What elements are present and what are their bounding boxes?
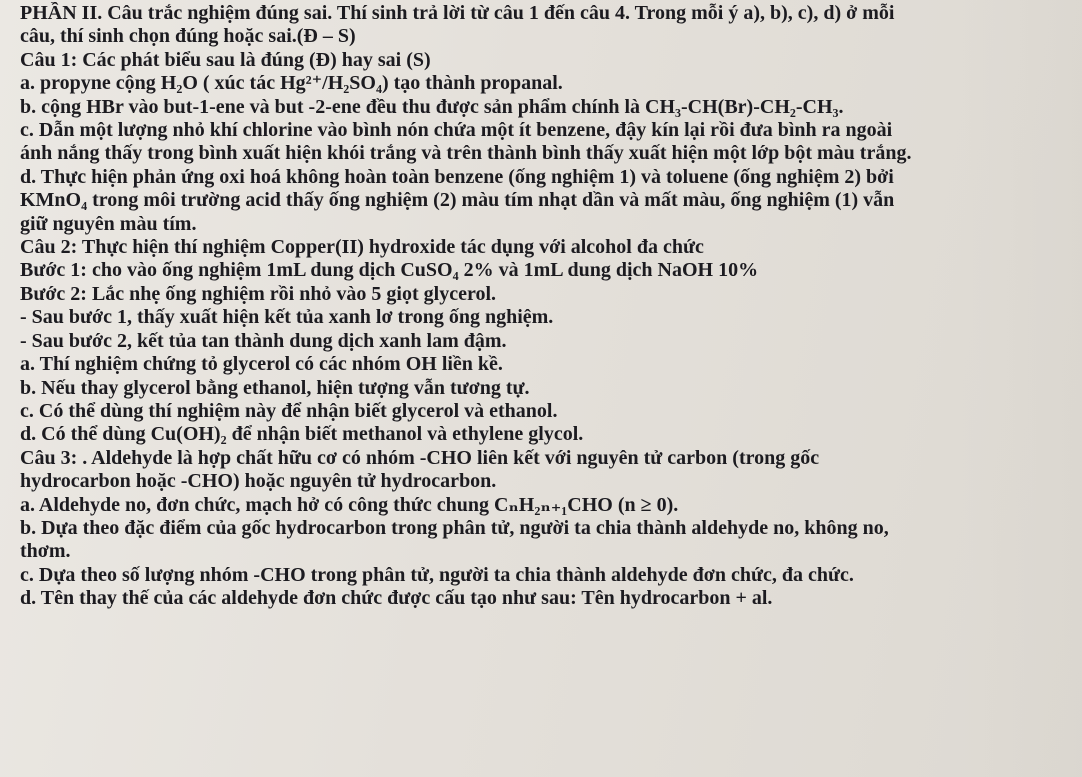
text-line-21: hydrocarbon hoặc -CHO) hoặc nguyên tử hydrocarbon. <box>20 470 497 493</box>
text-line-25: c. Dựa theo số lượng nhóm -CHO trong phân tử, người ta chia thành aldehyde đơn chức, đa chức. <box>20 563 854 586</box>
text-line-24: thơm. <box>20 540 71 563</box>
text-line-2: câu, thí sinh chọn đúng hoặc sai.(Đ – S) <box>20 25 356 48</box>
text-line-7: ánh nắng thấy trong bình xuất hiện khói trắng và trên thành bình thấy xuất hiện một lớp bột màu trắng. <box>20 142 912 165</box>
text-line-1: PHẦN II. Câu trắc nghiệm đúng sai. Thí sinh trả lời từ câu 1 đến câu 4. Trong mỗi ý a), b), c), d) ở mỗi <box>20 2 895 24</box>
text-line-6: c. Dẫn một lượng nhỏ khí chlorine vào bình nón chứa một ít benzene, đậy kín lại rồi đưa bình ra ngoài <box>20 119 893 142</box>
text-line-26: d. Tên thay thế của các aldehyde đơn chức được cấu tạo như sau: Tên hydrocarbon + al. <box>20 587 773 610</box>
text-line-23: b. Dựa theo đặc điểm của gốc hydrocarbon trong phân tử, người ta chia thành aldehyde no, không no, <box>20 516 889 539</box>
text-line-20: Câu 3: . Aldehyde là hợp chất hữu cơ có nhóm -CHO liên kết với nguyên tử carbon (trong gốc <box>20 446 820 469</box>
text-line-4: a. propyne cộng H₂O ( xúc tác Hg²⁺/H₂SO₄) tạo thành propanal. <box>20 72 563 95</box>
text-line-14: - Sau bước 1, thấy xuất hiện kết tủa xanh lơ trong ống nghiệm. <box>20 306 554 329</box>
text-line-19: d. Có thể dùng Cu(OH)₂ để nhận biết methanol và ethylene glycol. <box>20 423 584 446</box>
text-block <box>20 2 1066 611</box>
text-line-10: giữ nguyên màu tím. <box>20 212 197 235</box>
text-line-18: c. Có thể dùng thí nghiệm này để nhận biết glycerol và ethanol. <box>20 399 558 422</box>
text-line-22: a. Aldehyde no, đơn chức, mạch hở có công thức chung CₙH₂ₙ₊₁CHO (n ≥ 0). <box>20 493 679 516</box>
text-line-17: b. Nếu thay glycerol bằng ethanol, hiện tượng vẫn tương tự. <box>20 376 530 399</box>
text-line-15: - Sau bước 2, kết tủa tan thành dung dịch xanh lam đậm. <box>20 329 507 352</box>
text-line-8: d. Thực hiện phản ứng oxi hoá không hoàn toàn benzene (ống nghiệm 1) và toluene (ống nghiệm 2) bởi <box>20 165 894 188</box>
text-line-11: Câu 2: Thực hiện thí nghiệm Copper(II) hydroxide tác dụng với alcohol đa chức <box>20 236 704 259</box>
text-line-5: b. cộng HBr vào but-1-ene và but -2-ene đều thu được sản phẩm chính là CH₃-CH(Br)-CH₂-CH₃. <box>20 95 844 118</box>
text-line-3: Câu 1: Các phát biểu sau là đúng (Đ) hay sai (S) <box>20 48 431 71</box>
text-line-16: a. Thí nghiệm chứng tỏ glycerol có các nhóm OH liền kề. <box>20 353 503 376</box>
text-line-9: KMnO₄ trong môi trường acid thấy ống nghiệm (2) màu tím nhạt dần và mất màu, ống nghiệm (1) vẫn <box>20 189 895 212</box>
text-line-13: Bước 2: Lắc nhẹ ống nghiệm rồi nhỏ vào 5 giọt glycerol. <box>20 282 497 305</box>
text-line-12: Bước 1: cho vào ống nghiệm 1mL dung dịch CuSO₄ 2% và 1mL dung dịch NaOH 10% <box>20 259 759 282</box>
